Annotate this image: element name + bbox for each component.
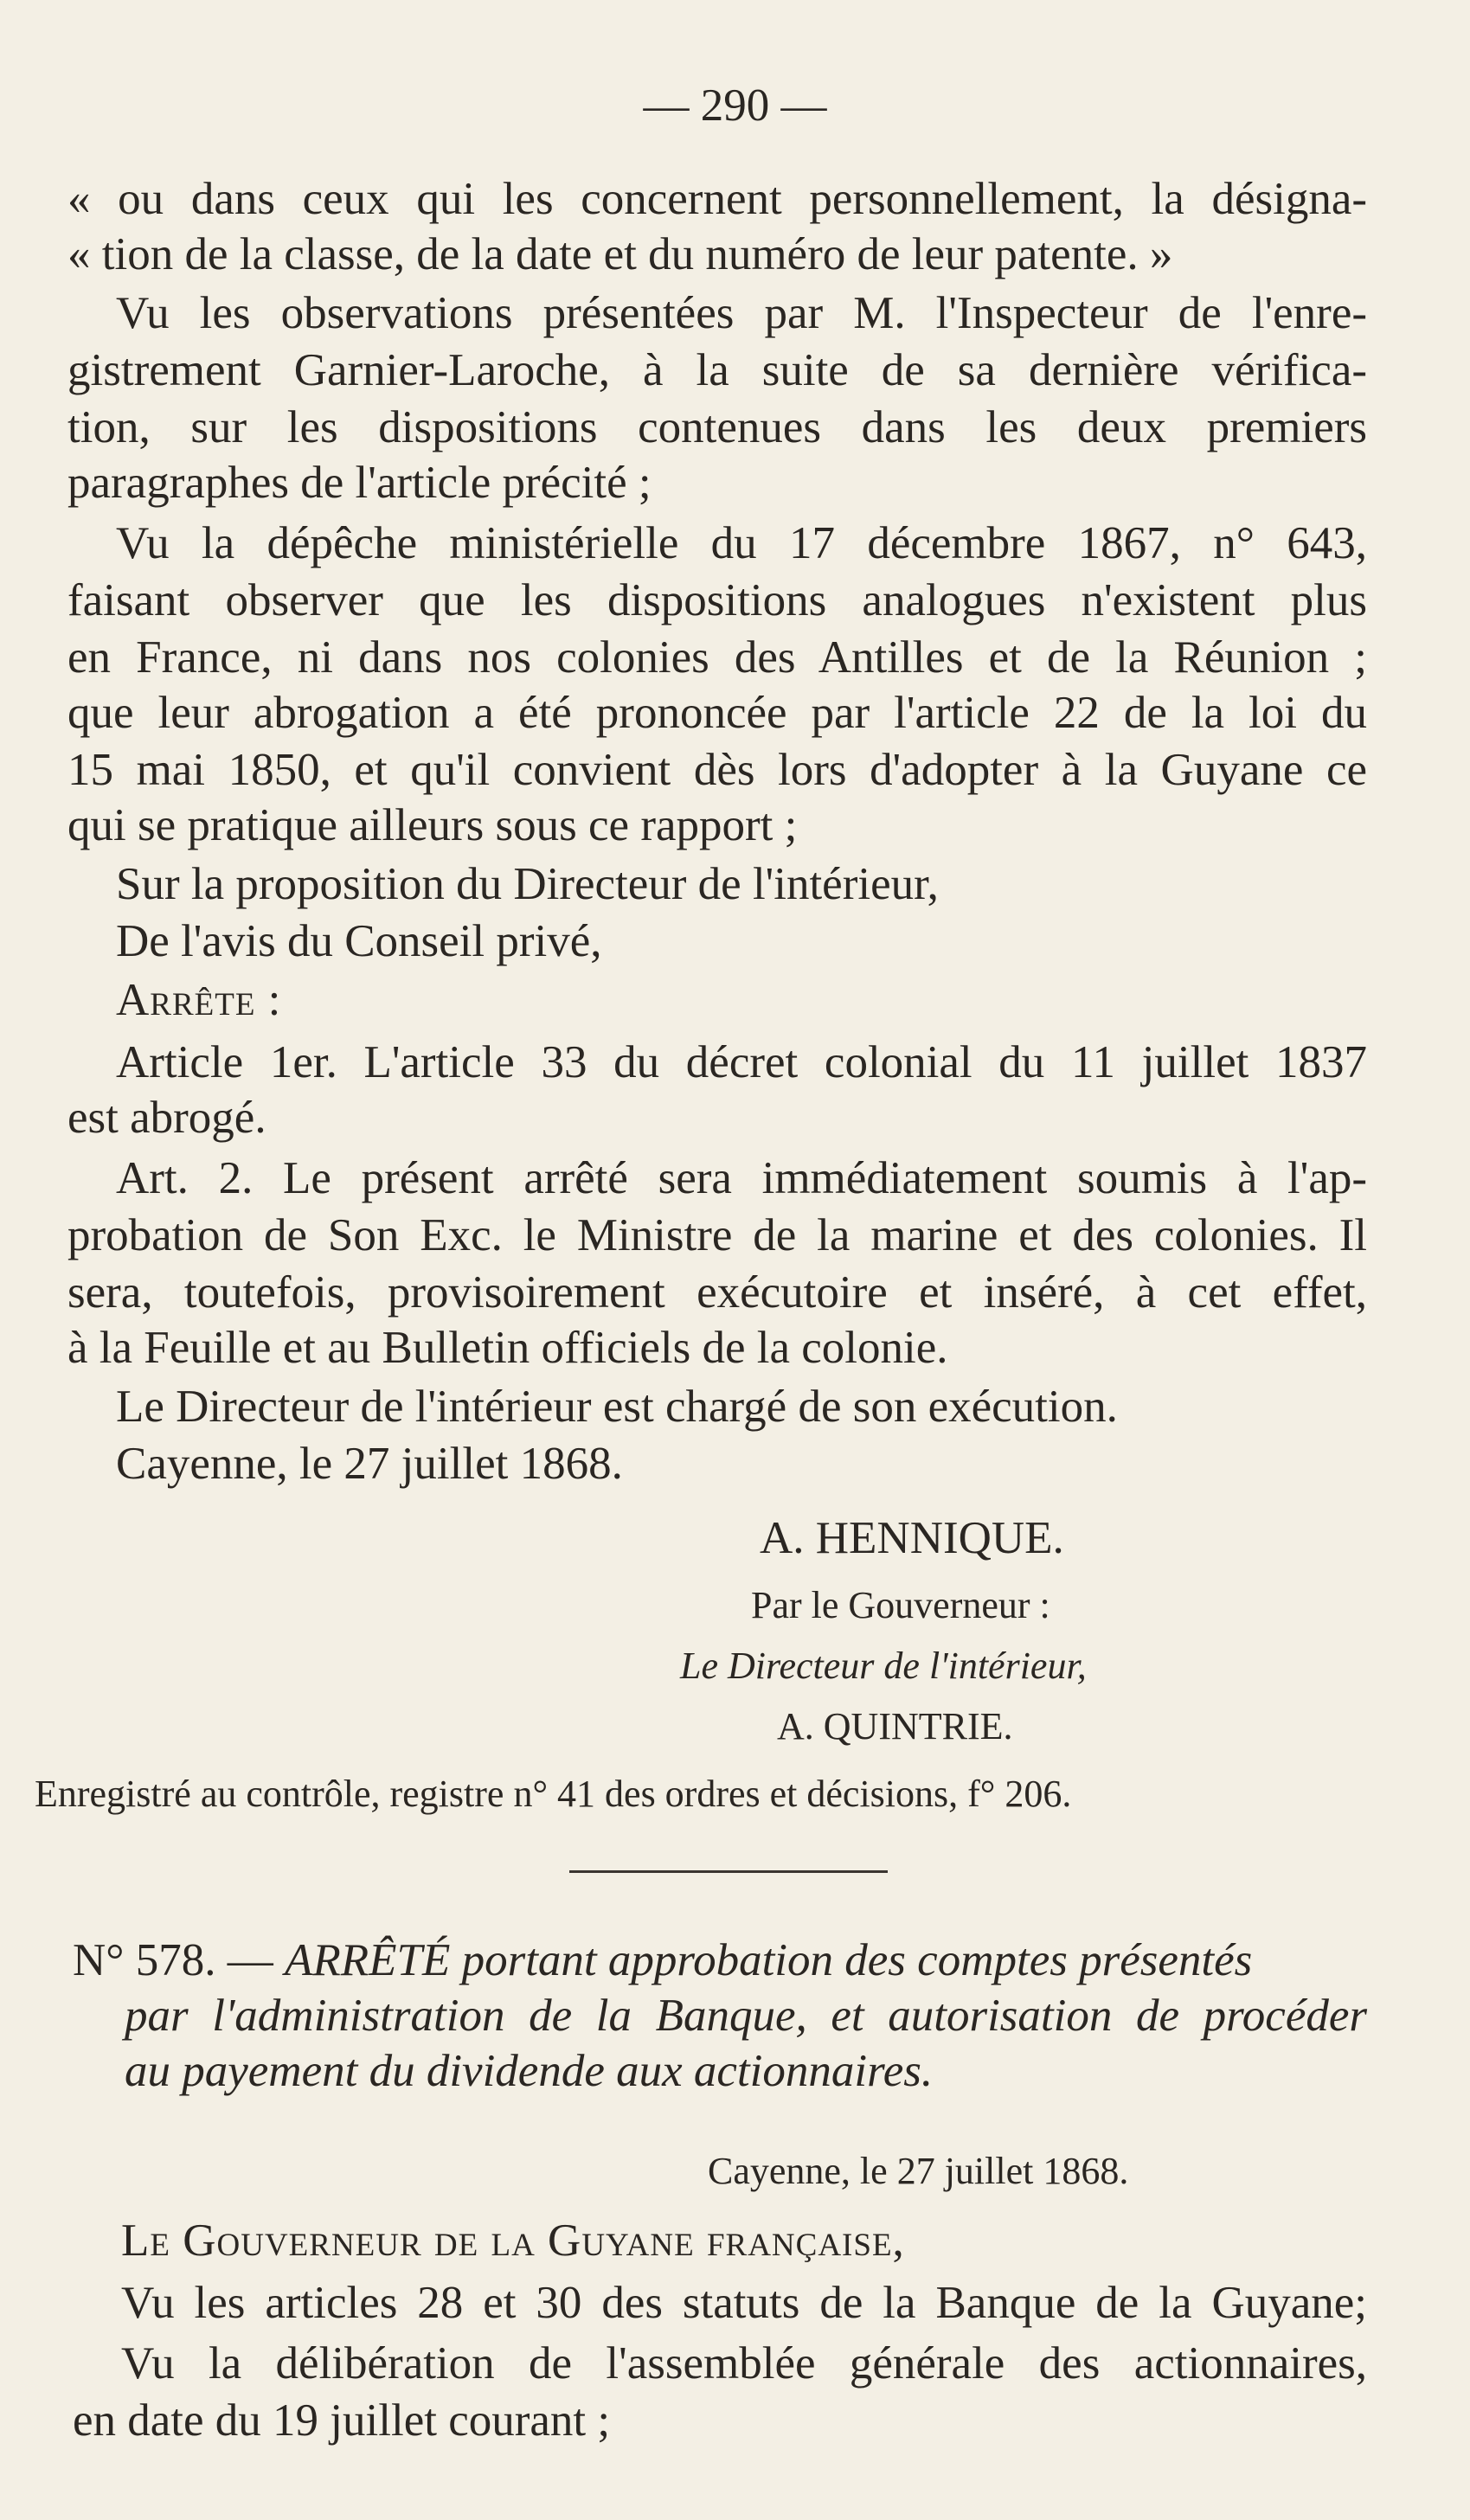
decree-title-1: ARRÊTÉ portant approbation des comptes présentés bbox=[284, 1935, 1253, 1985]
text-line: « ou dans ceux qui les concernent personnellement, la désigna- bbox=[67, 174, 1367, 224]
decree-title-2: par l'administration de la Banque, et autorisation de procéder bbox=[125, 1991, 1367, 2041]
decree-number: N° 578. — bbox=[73, 1935, 273, 1985]
text-line: en France, ni dans nos colonies des Antilles et de la Réunion ; bbox=[67, 632, 1367, 683]
text-line: Cayenne, le 27 juillet 1868. bbox=[116, 1439, 623, 1489]
text-line: Vu la dépêche ministérielle du 17 décembre 1867, n° 643, bbox=[116, 518, 1367, 568]
decree-heading bbox=[73, 1933, 1367, 1988]
text-line: Article 1er. L'article 33 du décret colonial du 11 juillet 1837 bbox=[116, 1037, 1367, 1087]
signature-name: A. HENNIQUE. bbox=[760, 1513, 1064, 1563]
section-divider bbox=[569, 1870, 888, 1873]
decree-title-3: au payement du dividende aux actionnaires. bbox=[125, 2046, 934, 2096]
signature-name-2: A. QUINTRIE. bbox=[777, 1705, 1013, 1747]
registration-note: Enregistré au contrôle, registre n° 41 des ordres et décisions, f° 206. bbox=[35, 1773, 1072, 1815]
text-line: est abrogé. bbox=[67, 1093, 266, 1143]
decree-body-line: en date du 19 juillet courant ; bbox=[73, 2395, 611, 2446]
text-line: qui se pratique ailleurs sous ce rapport ; bbox=[67, 800, 798, 850]
text-line: Sur la proposition du Directeur de l'intérieur, bbox=[116, 859, 939, 909]
text-line: « tion de la classe, de la date et du numéro de leur patente. » bbox=[67, 229, 1173, 279]
decree-date: Cayenne, le 27 juillet 1868. bbox=[708, 2150, 1129, 2192]
text-line: Art. 2. Le présent arrêté sera immédiatement soumis à l'ap- bbox=[116, 1153, 1367, 1203]
text-line: 15 mai 1850, et qu'il convient dès lors d'adopter à la Guyane ce bbox=[67, 745, 1367, 795]
arrete-heading: Arrête : bbox=[116, 975, 282, 1025]
decree-body-line: Vu la délibération de l'assemblée générale des actionnaires, bbox=[121, 2338, 1367, 2389]
text-line: tion, sur les dispositions contenues dans les deux premiers bbox=[67, 402, 1367, 452]
text-line: probation de Son Exc. le Ministre de la marine et des colonies. Il bbox=[67, 1210, 1367, 1260]
decree-body-line: Le Gouverneur de la Guyane française, bbox=[121, 2215, 905, 2266]
text-line: paragraphes de l'article précité ; bbox=[67, 458, 652, 508]
text-line: gistrement Garnier-Laroche, à la suite de sa dernière vérifica- bbox=[67, 345, 1367, 395]
page-number: — 290 — bbox=[643, 80, 827, 131]
text-line: De l'avis du Conseil privé, bbox=[116, 916, 602, 966]
text-line: à la Feuille et au Bulletin officiels de la colonie. bbox=[67, 1323, 948, 1373]
decree-body-line: Vu les articles 28 et 30 des statuts de la Banque de la Guyane; bbox=[121, 2278, 1367, 2328]
text-line: faisant observer que les dispositions analogues n'existent plus bbox=[67, 575, 1367, 625]
text-line: Vu les observations présentées par M. l'Inspecteur de l'enre- bbox=[116, 288, 1367, 338]
text-line: sera, toutefois, provisoirement exécutoire et inséré, à cet effet, bbox=[67, 1267, 1367, 1318]
text-line: Le Directeur de l'intérieur est chargé de son exécution. bbox=[116, 1382, 1118, 1432]
text-line: que leur abrogation a été prononcée par l'article 22 de la loi du bbox=[67, 688, 1367, 738]
signature-by: Par le Gouverneur : bbox=[751, 1584, 1050, 1626]
signature-role: Le Directeur de l'intérieur, bbox=[680, 1645, 1087, 1687]
